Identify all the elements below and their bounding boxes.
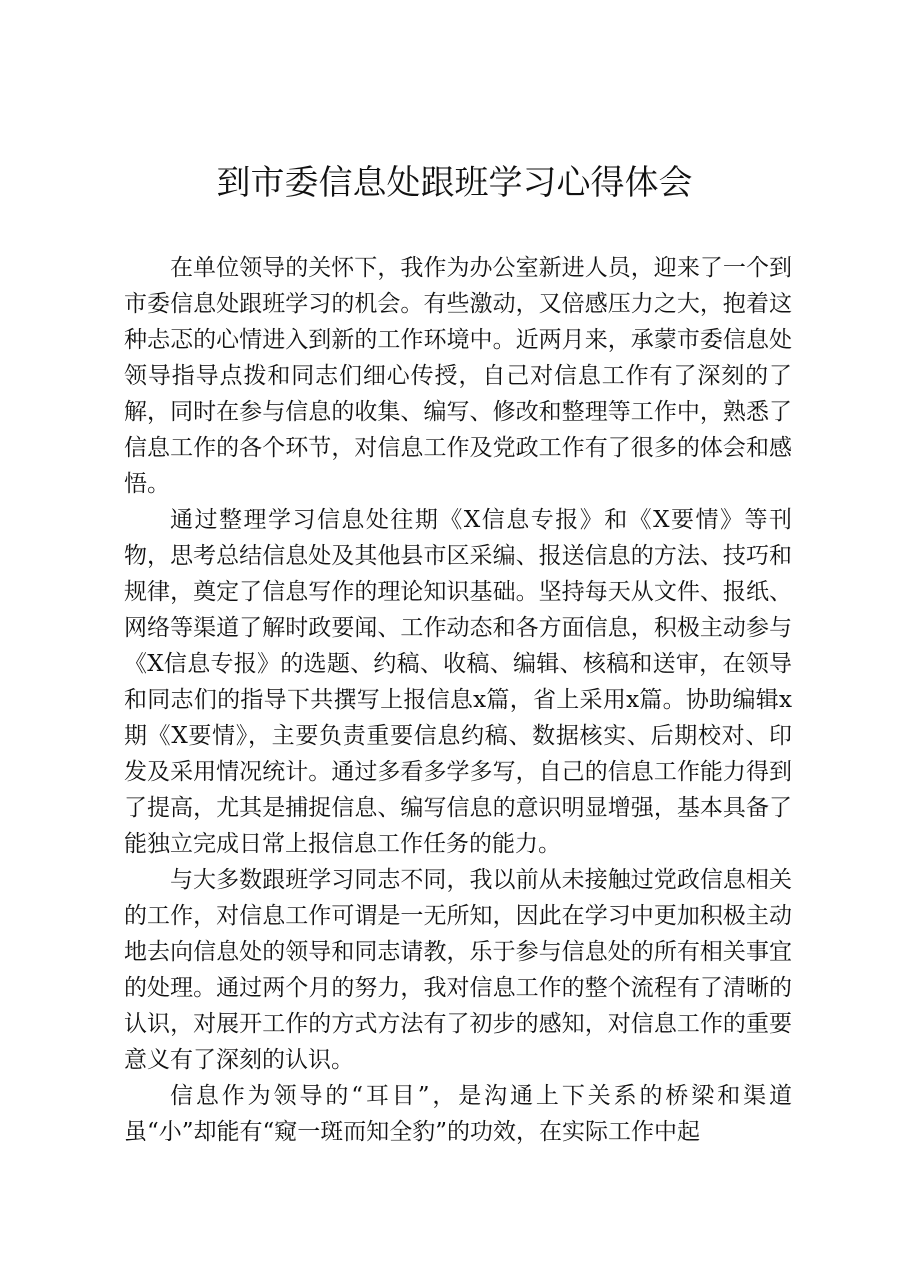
paragraph-1: 在单位领导的关怀下，我作为办公室新进人员，迎来了一个到市委信息处跟班学习的机会。有些激动，又倍感压力之大，抱着这种忐忑的心情进入到新的工作环境中。近两月来，承蒙市委信息处领导指导点拨和同志们细心传授，自己对信息工作有了深刻的了解，同时在参与信息的收集、编写、修改和整理等工作中，熟悉了信息工作的各个环节，对信息工作及党政工作有了很多的体会和感悟。 (124, 255, 792, 497)
paragraph-4: 信息作为领导的“耳目”，是沟通上下关系的桥梁和渠道虽“小”却能有“窥一斑而知全豹”的功效，在实际工作中起 (124, 1083, 792, 1145)
paragraph-2: 通过整理学习信息处往期《X信息专报》和《X要情》等刊物，思考总结信息处及其他县市区采编、报送信息的方法、技巧和规律，奠定了信息写作的理论知识基础。坚持每天从文件、报纸、网络等渠道了解时政要闻、工作动态和各方面信息，积极主动参与《X信息专报》的选题、约稿、收稿、编辑、核稿和送审，在领导和同志们的指导下共撰写上报信息x篇，省上采用x篇。协助编辑x期《X要情》，主要负责重要信息约稿、数据核实、后期校对、印发及采用情况统计。通过多看多学多写，自己的信息工作能力得到了提高，尤其是捕捉信息、编写信息的意识明显增强，基本具备了能独立完成日常上报信息工作任务的能力。 (124, 507, 792, 857)
document-body (124, 250, 792, 1150)
paragraph-3: 与大多数跟班学习同志不同，我以前从未接触过党政信息相关的工作，对信息工作可谓是一无所知，因此在学习中更加积极主动地去向信息处的领导和同志请教，乐于参与信息处的所有相关事宜的处理。通过两个月的努力，我对信息工作的整个流程有了清晰的认识，对展开工作的方式方法有了初步的感知，对信息工作的重要意义有了深刻的认识。 (124, 867, 792, 1073)
document-title: 到市委信息处跟班学习心得体会 (216, 163, 693, 203)
